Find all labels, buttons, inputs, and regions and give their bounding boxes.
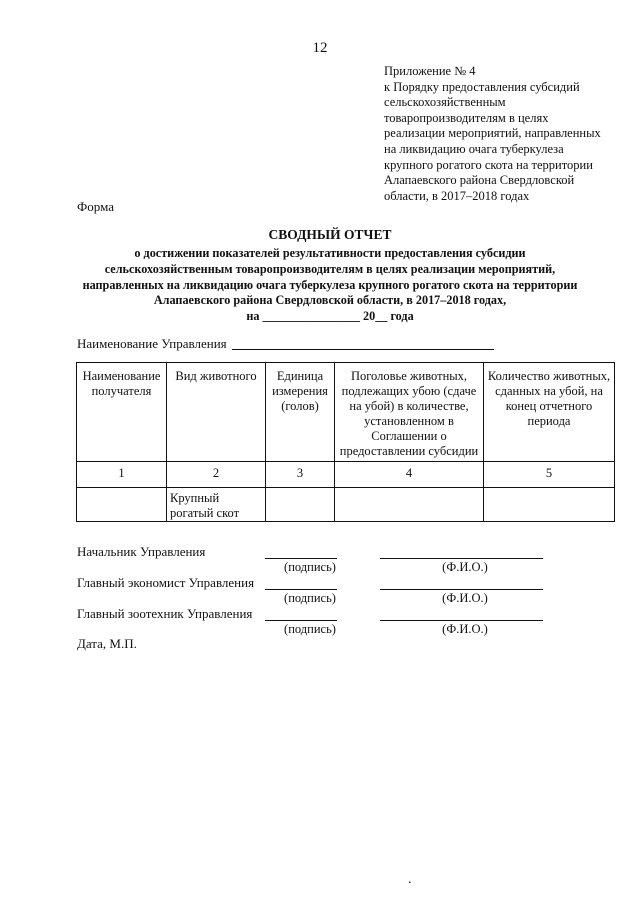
date-label: Дата, М.П. [77, 636, 137, 651]
table-cell[interactable] [335, 488, 484, 522]
report-table [76, 362, 615, 522]
signature-caption: (подпись) [284, 591, 336, 605]
form-label: Форма [77, 199, 114, 214]
signature-caption: (подпись) [284, 560, 336, 574]
subtitle-line: сельскохозяйственным товаропроизводителям в целях реализации мероприятий, [104, 261, 556, 276]
report-subtitle [60, 246, 600, 325]
signature-line[interactable] [265, 620, 337, 621]
name-caption: (Ф.И.О.) [442, 622, 488, 636]
table-number-row [77, 462, 615, 488]
signature-line[interactable] [265, 558, 337, 559]
appendix-block [384, 64, 624, 204]
appendix-line: области, в 2017–2018 годах [384, 188, 530, 203]
name-line[interactable] [380, 620, 543, 621]
report-title: СВОДНЫЙ ОТЧЕТ [268, 227, 392, 242]
table-cell[interactable] [77, 488, 167, 522]
appendix-line: сельскохозяйственным [384, 95, 506, 110]
subtitle-line: о достижении показателей результативности предоставления субсидии [134, 246, 526, 260]
header-cell: Поголовье животных, подлежащих убою (сдаче на убой) в количестве, установленном в Соглашении о предоставлении субсидии [335, 363, 484, 462]
management-input-line[interactable] [232, 349, 494, 350]
signature-role: Главный зоотехник Управления [77, 606, 253, 621]
management-label: Наименование Управления [77, 336, 227, 351]
table-cell[interactable] [484, 488, 615, 522]
appendix-line: к Порядку предоставления субсидий [384, 79, 580, 94]
table-cell-animal: Крупный рогатый скот [167, 488, 266, 522]
name-line[interactable] [380, 558, 543, 559]
page-number: 12 [312, 40, 328, 56]
name-line[interactable] [380, 589, 543, 590]
signature-role: Начальник Управления [77, 544, 206, 559]
subtitle-line: Алапаевского района Свердловской области, в 2017–2018 годах, [153, 293, 507, 308]
appendix-title: Приложение № 4 [384, 64, 476, 78]
number-cell: 5 [484, 462, 615, 488]
name-caption: (Ф.И.О.) [442, 591, 488, 605]
signature-line[interactable] [265, 589, 337, 590]
table-cell[interactable] [266, 488, 335, 522]
header-cell: Наименование получателя [77, 363, 167, 462]
appendix-line: крупного рогатого скота на территории [384, 157, 593, 172]
subtitle-line: на ________________ 20__ года [246, 309, 414, 324]
signature-caption: (подпись) [284, 622, 336, 636]
number-cell: 3 [266, 462, 335, 488]
appendix-line: на ликвидацию очага туберкулеза [384, 141, 564, 156]
name-caption: (Ф.И.О.) [442, 560, 488, 574]
number-cell: 2 [167, 462, 266, 488]
bottom-mark: . [408, 872, 412, 887]
appendix-line: товаропроизводителям в целях [384, 110, 549, 125]
table-row [77, 488, 615, 522]
header-cell: Количество животных, сданных на убой, на конец отчетного периода [484, 363, 615, 462]
subtitle-line: направленных на ликвидацию очага туберкулеза крупного рогатого скота на территории [82, 277, 578, 292]
signature-role: Главный экономист Управления [77, 575, 255, 590]
appendix-line: Алапаевского района Свердловской [384, 173, 575, 188]
header-cell: Единица измерения (голов) [266, 363, 335, 462]
header-cell: Вид животного [167, 363, 266, 462]
table-header-row [77, 363, 615, 462]
number-cell: 1 [77, 462, 167, 488]
appendix-line: реализации мероприятий, направленных [384, 126, 601, 141]
number-cell: 4 [335, 462, 484, 488]
